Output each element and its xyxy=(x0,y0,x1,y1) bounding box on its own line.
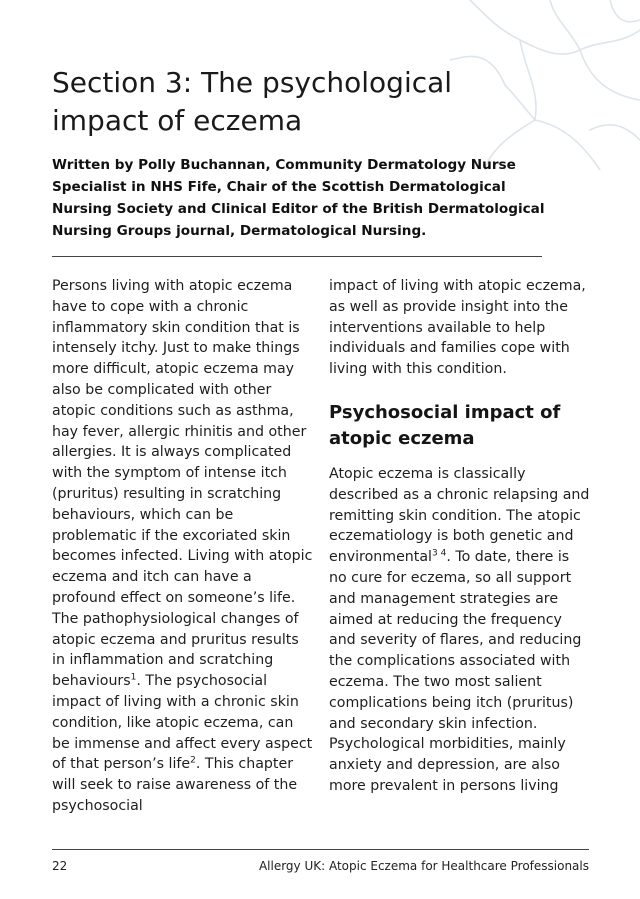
left-column xyxy=(52,276,314,817)
right-column xyxy=(329,276,591,797)
reference-3-4: 3 4 xyxy=(432,548,447,559)
publication-title: Allergy UK: Atopic Eczema for Healthcare Professionals xyxy=(258,859,589,873)
psychosocial-text-part1: Atopic eczema is classically described as a chronic relapsing and remitting skin condition. The atopic eczematiology is both genetic and environmental xyxy=(329,465,590,566)
intro-paragraph xyxy=(52,276,314,817)
reference-1: 1 xyxy=(130,672,137,683)
header-divider xyxy=(52,256,542,257)
psychosocial-paragraph xyxy=(329,464,591,797)
intro-text-part3: . This chapter will seek to raise awareness of the psychosocial xyxy=(52,756,298,814)
intro-text-part2: . The psychosocial impact of living with a chronic skin condition, like atopic eczema, can be immense and affect every aspect of that person’s life xyxy=(52,673,313,773)
author-byline: Written by Polly Buchannan, Community Dermatology Nurse Specialist in NHS Fife, Chair of the Scottish Dermatological Nursing Society and Clinical Editor of the British Dermatological Nursing Groups journal, Dermatological Nursing. xyxy=(52,157,545,239)
subheading-psychosocial-impact: Psychosocial impact of atopic eczema xyxy=(329,401,561,449)
intro-text-part1: Persons living with atopic eczema have to cope with a chronic inflammatory skin condition that is intensely itchy. Just to make things more difficult, atopic eczema may also be complicated with other atopic conditions such as asthma, hay fever, allergic rhinitis and other allergies. It is always complicated with the symptom of intense itch (pruritus) resulting in scratching behaviours, which can be problematic if the excoriated skin becomes infected. Living with atopic eczema and itch can have a profound effect on someone’s life. The pathophysiological changes of atopic eczema and pruritus results in inflammation and scratching behaviours xyxy=(52,278,313,690)
psychosocial-text-part2: . To date, there is no cure for eczema, so all support and management strategies are aimed at reducing the frequency and severity of flares, and reducing the complications associated with eczema. The two most salient complications being itch (pruritus) and secondary skin infection. Psychological morbidities, mainly anxiety and depression, are also more prevalent in persons living xyxy=(329,549,582,794)
intro-continuation: impact of living with atopic eczema, as well as provide insight into the interventions available to help individuals and families cope with living with this condition. xyxy=(329,278,586,378)
page-number: 22 xyxy=(52,859,68,873)
reference-2: 2 xyxy=(190,755,196,766)
section-title: Section 3: The psychological impact of eczema xyxy=(52,66,453,137)
footer-divider xyxy=(52,849,589,850)
